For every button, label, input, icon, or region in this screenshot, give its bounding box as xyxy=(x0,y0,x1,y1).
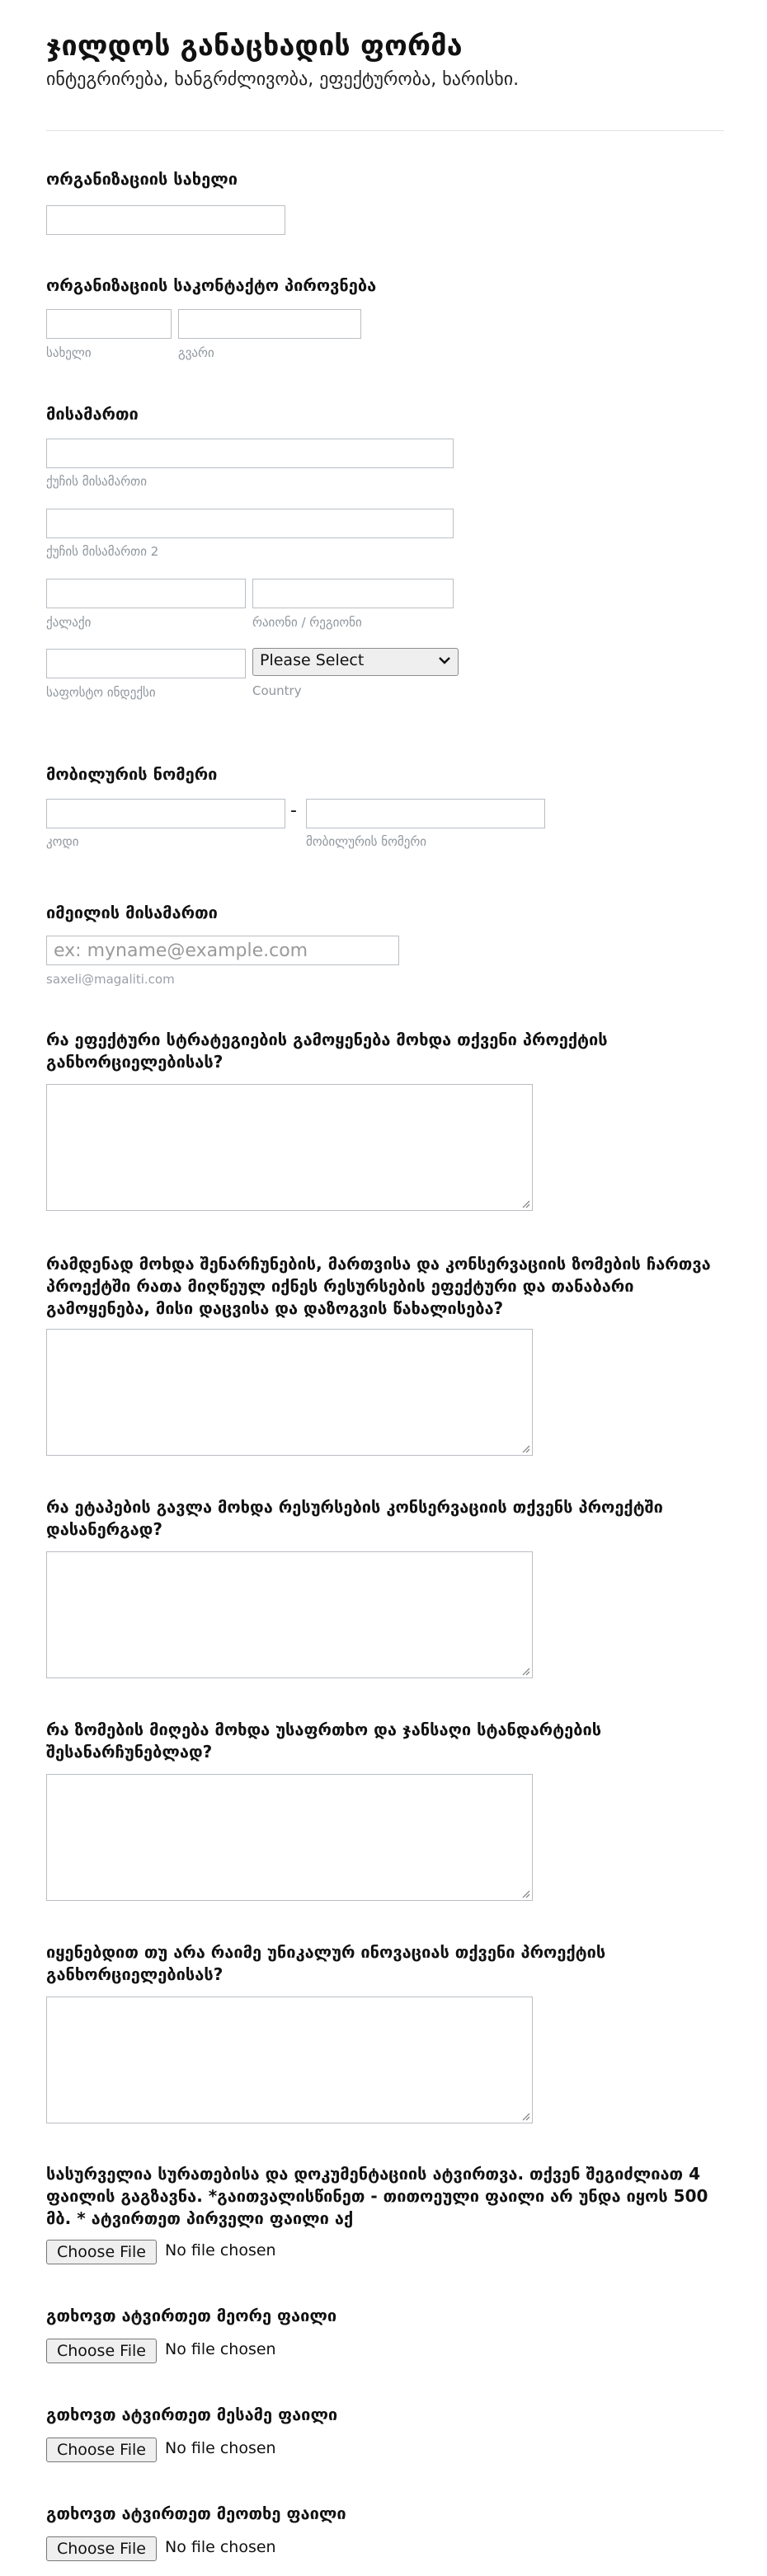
upload-2-label: გთხოვთ ატვირთეთ მეორე ფაილი xyxy=(46,2306,337,2325)
chevron-down-icon xyxy=(439,656,450,664)
city-sublabel: ქალაქი xyxy=(46,615,92,630)
question-5-label: იყენებდით თუ არა რაიმე უნიკალურ ინოვაციას თქვენი პროექტის განხორციელებისას? xyxy=(46,1942,606,1984)
postal-code-sublabel: საფოსტო ინდექსი xyxy=(46,685,156,700)
question-2-label: რამდენად მოხდა შენარჩუნების, მართვისა და კონსერვაციის ზომების ჩართვა პროექტში რათა მიღწეულ იქნეს რესურსების ეფექტური და თანაბარი გამოყენება, მისი დაცვისა და დაზოგვის წახალისება? xyxy=(46,1254,711,1318)
form-subtitle: ინტეგრირება, ხანგრძლივობა, ეფექტურობა, ხარისხი. xyxy=(46,69,520,90)
country-select-value: Please Select xyxy=(260,651,365,669)
form-title: ჯილდოს განაცხადის ფორმა xyxy=(46,30,463,63)
resize-handle-icon[interactable] xyxy=(520,1889,530,1898)
question-2-textarea[interactable] xyxy=(46,1329,533,1456)
organization-name-label: ორგანიზაციის სახელი xyxy=(46,169,238,189)
email-placeholder: ex: myname@example.com xyxy=(54,941,308,961)
resize-handle-icon[interactable] xyxy=(520,1666,530,1676)
region-input[interactable] xyxy=(252,579,454,608)
email-hint: saxeli@magaliti.com xyxy=(46,972,175,987)
question-1-textarea[interactable] xyxy=(46,1084,533,1211)
choose-file-button[interactable]: Choose File xyxy=(46,2438,157,2462)
header-divider xyxy=(46,130,724,131)
choose-file-button[interactable]: Choose File xyxy=(46,2339,157,2363)
choose-file-button[interactable]: Choose File xyxy=(46,2536,157,2561)
postal-code-input[interactable] xyxy=(46,649,246,678)
question-1-label: რა ეფექტური სტრატეგიების გამოყენება მოხდა თქვენი პროექტის განხორციელებისას? xyxy=(46,1030,608,1072)
contact-person-label: ორგანიზაციის საკონტაქტო პიროვნება xyxy=(46,275,377,295)
question-5-textarea[interactable] xyxy=(46,1997,533,2123)
question-3-textarea[interactable] xyxy=(46,1551,533,1678)
resize-handle-icon[interactable] xyxy=(520,2111,530,2121)
question-4-label: რა ზომების მიღება მოხდა უსაფრთხო და ჯანსაღი სტანდარტების შესანარჩუნებლად? xyxy=(46,1720,602,1762)
country-sublabel: Country xyxy=(252,683,302,698)
upload-3-label: გთხოვთ ატვირთეთ მესამე ფაილი xyxy=(46,2405,338,2424)
resize-handle-icon[interactable] xyxy=(520,1443,530,1453)
mobile-code-input[interactable] xyxy=(46,799,285,828)
upload-1-label: სასურველია სურათებისა და დოკუმენტაციის ატვირთვა. თქვენ შეგიძლიათ 4 ფაილის გაგზავნა. *გაითვალისწინეთ - თითოეული ფაილი არ უნდა იყოს 500 მბ. * ატვირთეთ პირველი ფაილი აქ xyxy=(46,2164,708,2228)
last-name-input[interactable] xyxy=(178,309,361,339)
street-address-2-sublabel: ქუჩის მისამართი 2 xyxy=(46,544,159,559)
question-4-textarea[interactable] xyxy=(46,1774,533,1901)
mobile-number-input[interactable] xyxy=(306,799,545,828)
file-status-text: No file chosen xyxy=(165,2241,276,2259)
upload-4-label: გთხოვთ ატვირთეთ მეოთხე ფაილი xyxy=(46,2503,346,2523)
mobile-code-sublabel: კოდი xyxy=(46,834,79,849)
file-status-text: No file chosen xyxy=(165,2340,276,2358)
street-address-2-input[interactable] xyxy=(46,509,454,538)
address-label: მისამართი xyxy=(46,404,139,424)
form-header xyxy=(46,28,722,92)
choose-file-button[interactable]: Choose File xyxy=(46,2240,157,2264)
first-name-input[interactable] xyxy=(46,309,172,339)
country-select[interactable] xyxy=(252,648,459,676)
question-3-label: რა ეტაპების გავლა მოხდა რესურსების კონსერვაციის თქვენს პროექტში დასანერგად? xyxy=(46,1497,663,1539)
organization-name-input[interactable] xyxy=(46,205,285,235)
street-address-input[interactable] xyxy=(46,439,454,468)
last-name-sublabel: გვარი xyxy=(178,345,214,360)
mobile-number-sublabel: მობილურის ნომერი xyxy=(306,834,427,849)
mobile-separator: - xyxy=(290,800,297,821)
email-input[interactable] xyxy=(46,936,399,965)
resize-handle-icon[interactable] xyxy=(520,1199,530,1208)
email-label: იმეილის მისამართი xyxy=(46,903,218,922)
street-address-sublabel: ქუჩის მისამართი xyxy=(46,474,147,489)
mobile-label: მობილურის ნომერი xyxy=(46,764,218,784)
first-name-sublabel: სახელი xyxy=(46,345,92,360)
region-sublabel: რაიონი / რეგიონი xyxy=(252,615,362,630)
file-status-text: No file chosen xyxy=(165,2439,276,2457)
file-status-text: No file chosen xyxy=(165,2538,276,2556)
city-input[interactable] xyxy=(46,579,246,608)
